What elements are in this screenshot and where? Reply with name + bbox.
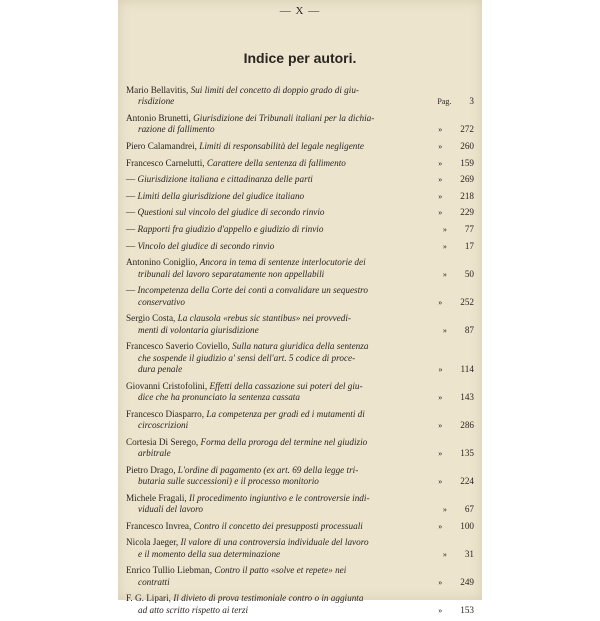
entry-page-mark: » xyxy=(438,125,443,135)
entry-title: Il valore di una controversia individuale del lavoro xyxy=(180,537,369,548)
index-entry xyxy=(126,313,486,336)
entry-author: — xyxy=(126,240,138,251)
entry-author: Sergio Costa, xyxy=(126,313,178,324)
entry-page-number: 272 xyxy=(460,124,474,135)
entry-page-mark: » xyxy=(438,191,443,201)
entry-author: Francesco Carnelutti, xyxy=(126,157,207,168)
entry-title: Questioni sul vincolo del giudice di secondo rinvio xyxy=(137,207,325,218)
entry-title: Vincolo del giudice di secondo rinvio xyxy=(137,240,275,251)
entry-title: Sui limiti del concetto di doppio grado di giu- xyxy=(190,85,359,95)
entry-page-mark: » xyxy=(438,297,443,307)
index-entry xyxy=(126,224,486,235)
entry-first-line xyxy=(126,224,440,235)
entry-title: Giurisdizione italiana e cittadinanza delle parti xyxy=(137,174,313,185)
entry-first-line xyxy=(126,381,440,392)
entry-page-number: 249 xyxy=(460,576,474,587)
page-number: — X — xyxy=(279,5,321,17)
entry-page-number: 31 xyxy=(464,548,474,559)
entry-author: Pietro Drago, xyxy=(126,464,178,475)
entry-first-line xyxy=(126,537,440,548)
entry-first-line xyxy=(126,409,440,420)
entry-page-ref xyxy=(438,448,474,459)
entry-page-mark: » xyxy=(438,392,443,402)
entry-author: Antonino Coniglio, xyxy=(126,257,200,268)
entry-page-number: 260 xyxy=(460,141,474,151)
entry-page-mark: » xyxy=(438,521,443,531)
entry-title: Carattere della sentenza di fallimento xyxy=(206,157,346,168)
entry-page-ref xyxy=(443,269,474,280)
entry-author: Francesco Invrea, xyxy=(126,520,194,531)
entry-author: F. G. Lipari, xyxy=(126,593,174,604)
entry-page-number: 159 xyxy=(460,157,474,168)
index-entry xyxy=(126,537,486,560)
entry-page-mark: » xyxy=(438,364,443,374)
entry-first-line xyxy=(126,565,440,576)
entry-page-ref xyxy=(443,549,474,560)
index-entry xyxy=(126,381,486,404)
entry-title: Limiti di responsabilità del legale negligente xyxy=(199,141,364,151)
entry-title-continuation: e il momento della sua determinazione xyxy=(138,548,281,559)
entry-page-ref xyxy=(438,605,474,616)
index-entry xyxy=(126,565,486,588)
entry-author: — xyxy=(126,223,138,234)
entry-page-number: 87 xyxy=(464,324,474,335)
entry-title: Contro il concetto dei presupposti processuali xyxy=(193,520,363,531)
entry-page-ref xyxy=(437,96,474,107)
entry-author: — xyxy=(126,207,138,218)
entry-page-number: 153 xyxy=(460,604,474,615)
entry-page-number: 114 xyxy=(460,363,474,374)
entry-title: Giurisdizione dei Tribunali italiani per la dichia- xyxy=(193,113,375,123)
index-entry xyxy=(126,241,486,252)
entry-first-line xyxy=(126,157,443,169)
entry-page-number: 252 xyxy=(460,296,474,307)
entry-title: Forma della proroga del termine nel giudizio xyxy=(200,436,368,447)
entry-title: Limiti della giurisdizione del giudice italiano xyxy=(137,190,305,201)
entry-author: Piero Calamandrei, xyxy=(126,141,200,151)
entry-page-ref xyxy=(438,420,474,431)
entry-page-mark: » xyxy=(438,605,443,615)
entry-title: Contro il patto «solve et repete» nei xyxy=(214,565,347,576)
entry-page-number: 77 xyxy=(464,223,474,234)
entry-page-ref xyxy=(438,158,474,169)
entry-page-number: 100 xyxy=(460,520,474,531)
entry-page-number: 17 xyxy=(464,240,474,251)
entry-title: L'ordine di pagamento (ex art. 69 della legge tri- xyxy=(177,464,359,475)
entry-title: La clausola «rebus sic stantibus» nei provvedi- xyxy=(177,313,351,324)
entry-page-number: 269 xyxy=(460,174,474,185)
entry-page-ref xyxy=(443,224,474,235)
entry-page-number: 67 xyxy=(464,503,474,514)
index-entry xyxy=(126,437,486,460)
index-entry xyxy=(126,113,486,136)
entry-first-line xyxy=(126,465,440,476)
entry-title-continuation: menti di volontaria giurisdizione xyxy=(138,324,259,335)
entry-page-mark: » xyxy=(438,158,443,168)
entry-page-ref xyxy=(438,577,474,588)
index-entry xyxy=(126,465,486,488)
index-entry xyxy=(126,174,486,185)
entry-page-mark: » xyxy=(438,448,443,458)
entry-first-line xyxy=(126,285,440,296)
page-title: Indice per autori. xyxy=(243,50,357,66)
index-entry xyxy=(126,521,486,532)
entry-page-mark: » xyxy=(438,577,443,587)
entry-page-ref xyxy=(443,325,474,336)
index-entry xyxy=(126,85,486,108)
entry-title-continuation: che sospende il giudizio a' sensi dell'art. 5 codice di proce- xyxy=(138,352,356,363)
entry-title-continuation: contratti xyxy=(138,576,170,587)
entry-author: Enrico Tullio Liebman, xyxy=(126,565,215,576)
entry-first-line xyxy=(126,593,440,604)
entry-title-continuation: dura penale xyxy=(138,363,183,374)
index-entry xyxy=(126,141,486,152)
index-entry xyxy=(126,593,486,616)
entry-page-number: 50 xyxy=(464,268,474,279)
entry-page-ref xyxy=(438,207,474,218)
entry-title-continuation: conservativo xyxy=(138,296,185,307)
entry-page-ref xyxy=(438,392,474,403)
index-entry xyxy=(126,158,486,169)
entry-first-line xyxy=(126,341,440,352)
entry-title: Ancora in tema di sentenze interlocutorie dei xyxy=(199,257,366,268)
entry-first-line xyxy=(126,113,440,124)
index-entry xyxy=(126,257,486,280)
entry-page-mark: » xyxy=(438,476,443,486)
entry-first-line xyxy=(126,85,440,96)
entry-author: Antonio Brunetti, xyxy=(126,113,194,123)
entry-page-mark: » xyxy=(438,208,443,218)
index-entry xyxy=(126,207,486,218)
entry-page-mark: » xyxy=(442,325,447,335)
entry-page-ref xyxy=(443,241,474,252)
entry-first-line xyxy=(126,520,443,532)
entry-first-line xyxy=(126,207,443,218)
entry-title: La competenza per gradi ed i mutamenti di xyxy=(206,408,365,419)
entry-page-mark: » xyxy=(442,224,447,234)
entry-page-number: 218 xyxy=(460,190,474,201)
entry-title-continuation: butaria sulle successioni) e il processo monitorio xyxy=(138,475,319,486)
entry-author: Giovanni Cristofolini, xyxy=(126,380,210,391)
entry-first-line xyxy=(126,141,443,152)
entry-author: Francesco Saverio Coviello, xyxy=(126,341,233,352)
index-entry xyxy=(126,493,486,516)
book-page xyxy=(118,0,482,615)
entry-page-ref xyxy=(438,124,474,135)
entry-first-line xyxy=(126,190,443,202)
entry-page-mark: » xyxy=(442,549,447,559)
entry-author: Francesco Diasparro, xyxy=(126,408,207,419)
entry-page-mark: » xyxy=(438,175,443,185)
index-entry xyxy=(126,285,486,308)
index-entries xyxy=(126,85,486,621)
entry-title-continuation: razione di fallimento xyxy=(138,124,215,135)
entry-page-ref xyxy=(438,476,474,487)
entry-page-ref xyxy=(438,191,474,202)
index-entry xyxy=(126,341,486,375)
entry-author: Mario Bellavitis, xyxy=(126,85,191,95)
entry-title-continuation: circoscrizioni xyxy=(138,419,189,430)
entry-title-continuation: ad atto scritto rispetto ai terzi xyxy=(138,604,248,615)
entry-page-number: 286 xyxy=(460,419,474,430)
entry-page-number: 229 xyxy=(460,207,474,218)
entry-title: Il divieto di prova testimoniale contro o in aggiunta xyxy=(173,593,364,604)
entry-page-number: 143 xyxy=(460,391,474,402)
entry-page-mark: » xyxy=(442,504,447,514)
entry-author: Cortesia Di Serego, xyxy=(126,436,201,447)
entry-first-line xyxy=(126,313,440,324)
entry-first-line xyxy=(126,493,440,504)
entry-page-ref xyxy=(439,364,474,375)
entry-page-ref xyxy=(443,504,474,515)
entry-title-continuation: viduali del lavoro xyxy=(138,503,203,514)
entry-page-ref xyxy=(438,174,474,185)
entry-page-mark: Pag. xyxy=(437,97,452,107)
entry-title: Sulla natura giuridica della sentenza xyxy=(232,341,369,352)
entry-page-ref xyxy=(438,297,474,308)
entry-page-mark: » xyxy=(438,420,443,430)
entry-page-ref xyxy=(438,521,474,532)
index-entry xyxy=(126,191,486,202)
entry-first-line xyxy=(126,241,440,252)
entry-title: Il procedimento ingiuntivo e le controversie indi- xyxy=(189,492,370,503)
entry-title-continuation: arbitrale xyxy=(138,447,171,458)
entry-page-number: 3 xyxy=(469,96,474,107)
entry-title: Incompetenza della Corte dei conti a convalidare un sequestro xyxy=(137,285,368,296)
entry-first-line xyxy=(126,257,440,268)
entry-title: Rapporti fra giudizio d'appello e giudizio di rinvio xyxy=(137,223,324,234)
entry-author: — xyxy=(126,285,138,296)
entry-title-continuation: risdizione xyxy=(138,96,175,107)
entry-page-number: 135 xyxy=(460,447,474,458)
index-entry xyxy=(126,409,486,432)
entry-page-mark: » xyxy=(442,241,447,251)
entry-title-continuation: dice che ha pronunciato la sentenza cassata xyxy=(138,391,300,402)
entry-author: — xyxy=(126,174,138,185)
entry-author: Michele Fragali, xyxy=(126,492,190,503)
entry-page-ref xyxy=(438,141,474,152)
entry-page-mark: » xyxy=(438,142,443,151)
entry-first-line xyxy=(126,174,443,185)
entry-page-number: 224 xyxy=(460,475,474,486)
entry-author: Nicola Jaeger, xyxy=(126,537,181,548)
entry-title: Effetti della cassazione sui poteri del giu- xyxy=(209,380,363,391)
entry-author: — xyxy=(126,190,138,201)
entry-page-mark: » xyxy=(442,269,447,279)
entry-title-continuation: tribunali del lavoro separatamente non appellabili xyxy=(138,268,325,279)
entry-first-line xyxy=(126,437,440,448)
